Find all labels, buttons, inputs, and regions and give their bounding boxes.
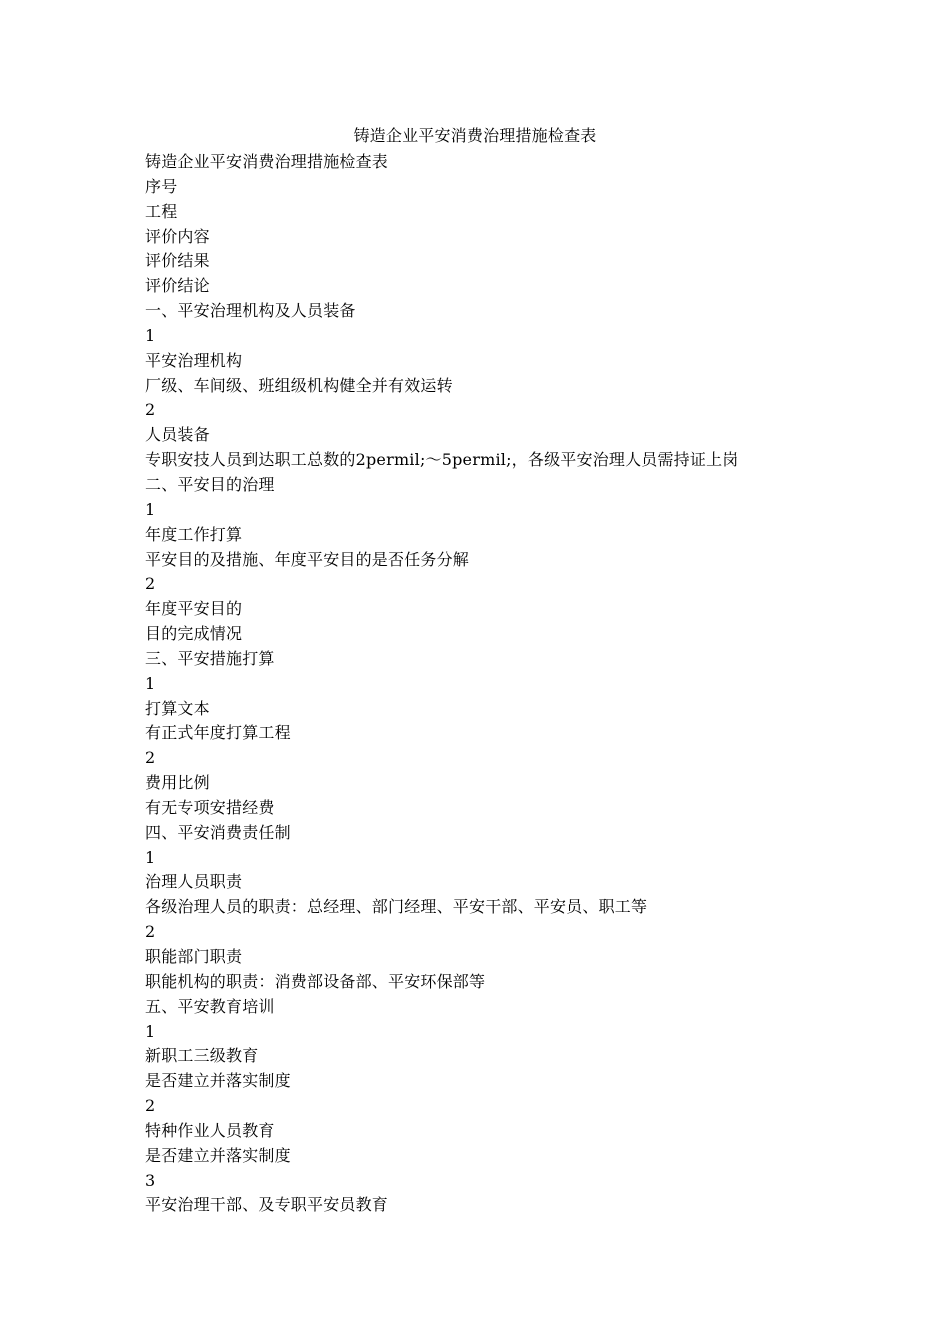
text-line: 平安治理机构: [145, 350, 243, 370]
section-heading: 四、平安消费责任制: [145, 822, 291, 842]
text-line: 有无专项安措经费: [145, 797, 275, 817]
text-line: 平安目的及措施、年度平安目的是否任务分解: [145, 549, 470, 569]
text-line: 平安治理干部、及专职平安员教育: [145, 1195, 389, 1215]
item-number: 1: [145, 499, 156, 519]
text-line: 评价内容: [145, 226, 210, 246]
document-title: 铸造企业平安消费治理措施检查表: [353, 126, 597, 145]
text-line: 铸造企业平安消费治理措施检查表: [145, 152, 389, 171]
text-line: 厂级、车间级、班组级机构健全并有效运转: [145, 375, 453, 395]
item-number: 2: [145, 574, 156, 594]
text-line: 人员装备: [145, 425, 210, 445]
text-line: 评价结果: [145, 251, 210, 271]
section-heading: 三、平安措施打算: [145, 648, 275, 668]
item-number: 1: [145, 673, 156, 693]
section-heading: 二、平安目的治理: [145, 474, 275, 494]
item-number: 1: [145, 847, 156, 867]
text-line: 治理人员职责: [145, 872, 243, 892]
text-line: 是否建立并落实制度: [145, 1145, 291, 1165]
item-number: 2: [145, 748, 156, 768]
text-line: 打算文本: [145, 698, 210, 718]
text-line: 新职工三级教育: [145, 1046, 259, 1066]
text-line: 序号: [145, 176, 178, 196]
item-number: 3: [145, 1170, 156, 1190]
text-line: 特种作业人员教育: [145, 1120, 275, 1140]
text-line: 是否建立并落实制度: [145, 1071, 291, 1091]
section-heading: 五、平安教育培训: [145, 996, 275, 1016]
text-line: 职能机构的职责：消费部设备部、平安环保部等: [145, 971, 486, 991]
text-line: 目的完成情况: [145, 624, 243, 644]
text-line: 年度平安目的: [145, 599, 243, 619]
text-line: 费用比例: [145, 773, 210, 793]
text-line: 专职安技人员到达职工总数的2permil;～5permil;，各级平安治理人员需持证上岗: [145, 450, 739, 470]
document-body: [145, 150, 865, 1218]
text-line: 评价结论: [145, 276, 210, 296]
section-heading: 一、平安治理机构及人员装备: [145, 301, 356, 321]
text-line: 有正式年度打算工程: [145, 723, 291, 743]
item-number: 1: [145, 325, 156, 345]
item-number: 2: [145, 1096, 156, 1116]
text-line: 工程: [145, 201, 178, 221]
item-number: 2: [145, 400, 156, 420]
text-line: 各级治理人员的职责：总经理、部门经理、平安干部、平安员、职工等: [145, 897, 648, 917]
item-number: 1: [145, 1021, 156, 1041]
text-line: 年度工作打算: [145, 524, 243, 544]
text-line: 职能部门职责: [145, 947, 243, 966]
item-number: 2: [145, 922, 156, 942]
